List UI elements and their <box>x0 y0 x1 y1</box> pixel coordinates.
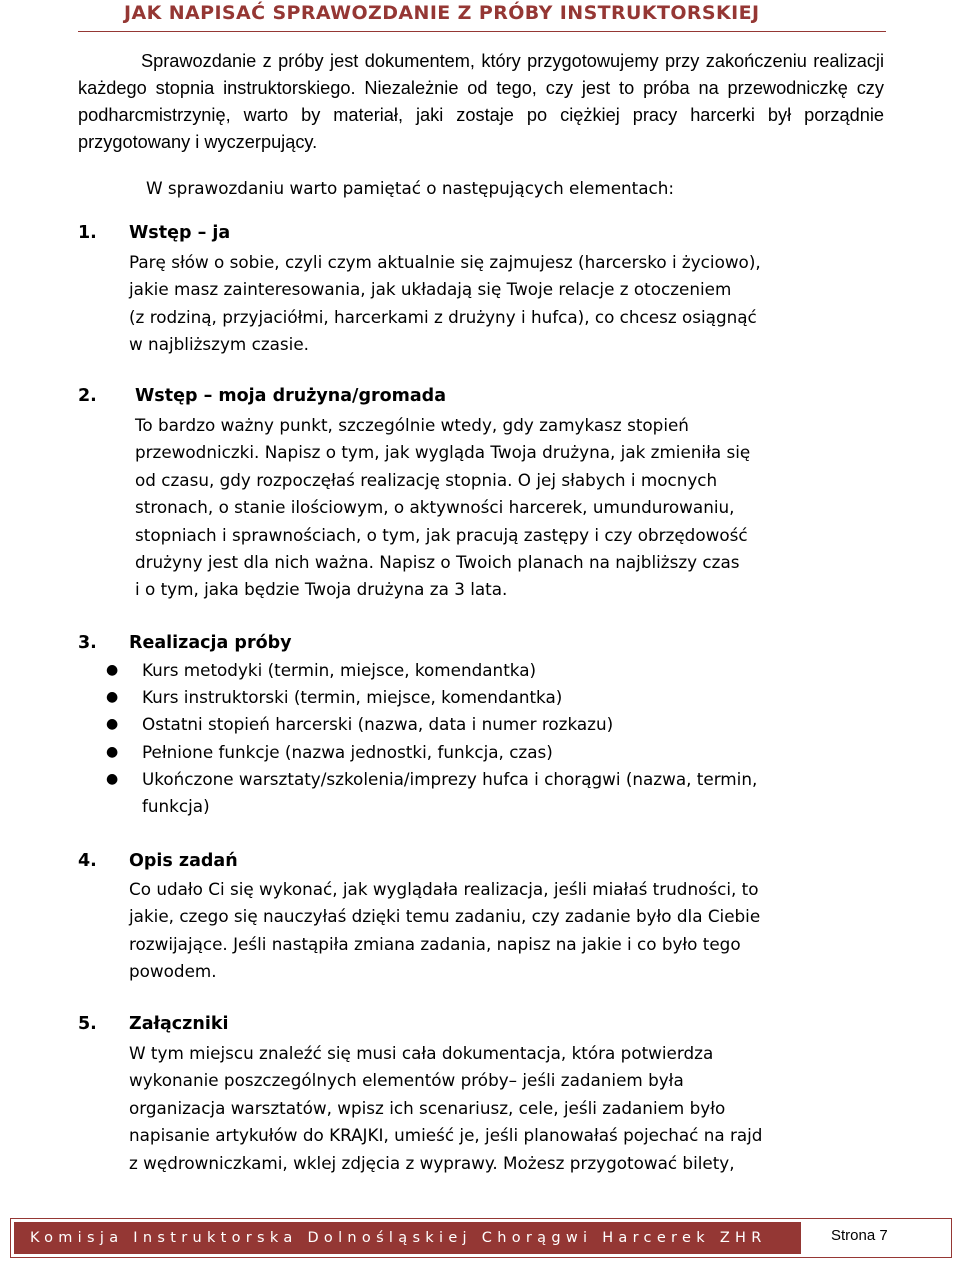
section-3-number: 3. <box>78 633 97 653</box>
section-5-line: wykonanie poszczególnych elementów próby– jeśli zadaniem była <box>129 1070 684 1091</box>
section-1-line: Parę słów o sobie, czyli czym aktualnie się zajmujesz (harcersko i życiowo), <box>129 252 761 272</box>
list-item: ● Ostatni stopień harcerski (nazwa, data i numer rozkazu) <box>100 711 757 738</box>
section-5-line: W tym miejscu znaleźć się musi cała dokumentacja, która potwierdza <box>129 1043 714 1063</box>
section-1-line: w najbliższym czasie. <box>129 334 309 355</box>
section-5-line: z wędrowniczkami, wklej zdjęcia z wyprawy. Możesz przygotować bilety, <box>129 1152 735 1173</box>
page-number: Strona 7 <box>831 1227 888 1244</box>
bullet-icon: ● <box>106 662 119 678</box>
page-footer <box>10 1218 952 1258</box>
section-4-line: powodem. <box>129 961 217 982</box>
section-2-line: stopniach i sprawnościach, o tym, jak pracują zastępy i czy obrzędowość <box>135 524 748 545</box>
section-4-number: 4. <box>78 851 97 871</box>
section-2-line: stronach, o stanie ilościowym, o aktywności harcerek, umundurowaniu, <box>135 497 735 518</box>
section-2-line: To bardzo ważny punkt, szczególnie wtedy, gdy zamykasz stopień <box>135 415 689 435</box>
section-4-line: rozwijające. Jeśli nastąpiła zmiana zadania, napisz na jakie i co było tego <box>129 933 741 954</box>
section-2-number: 2. <box>78 386 97 406</box>
section-2-body <box>135 412 750 604</box>
section-1-number: 1. <box>78 223 97 243</box>
section-5-line: organizacja warsztatów, wpisz ich scenariusz, cele, jeśli zadaniem było <box>129 1097 726 1118</box>
section-2-line: od czasu, gdy rozpoczęłaś realizację stopnia. O jej słabych i mocnych <box>135 469 718 490</box>
section-2-line: drużyny jest dla nich ważna. Napisz o Twoich planach na najbliższy czas <box>135 551 740 572</box>
section-5-heading: Załączniki <box>129 1014 229 1034</box>
bullet-icon: ● <box>106 743 119 760</box>
section-1-line: (z rodziną, przyjaciółmi, harcerkami z drużyny i hufca), co chcesz osiągnąć <box>129 306 757 327</box>
section-1-heading: Wstęp – ja <box>129 223 231 243</box>
section-2-line: i o tym, jaka będzie Twoja drużyna za 3 lata. <box>135 579 508 600</box>
list-item: ● Kurs metodyki (termin, miejsce, komendantka) <box>100 657 757 684</box>
lead-sentence: W sprawozdaniu warto pamiętać o następujących elementach: <box>146 178 675 198</box>
list-item: ● Pełnione funkcje (nazwa jednostki, funkcja, czas) <box>100 739 757 766</box>
section-2-heading: Wstęp – moja drużyna/gromada <box>135 386 447 406</box>
bullet-icon: ● <box>106 716 119 733</box>
section-1-body <box>129 249 761 359</box>
section-5-number: 5. <box>78 1014 97 1034</box>
page-title: JAK NAPISAĆ SPRAWOZDANIE Z PRÓBY INSTRUKTORSKIEJ <box>124 2 760 24</box>
list-item: ● Ukończone warsztaty/szkolenia/imprezy hufca i chorągwi (nazwa, termin, <box>100 766 757 793</box>
section-5-line: napisanie artykułów do KRAJKI, umieść je, jeśli planowałaś pojechać na rajd <box>129 1125 763 1146</box>
section-3-heading: Realizacja próby <box>129 633 292 653</box>
section-5-body <box>129 1040 762 1177</box>
section-1-line: jakie masz zainteresowania, jak układają się Twoje relacje z otoczeniem <box>129 279 732 300</box>
list-item-continuation: funkcja) <box>142 796 210 817</box>
header-divider <box>78 31 886 32</box>
section-4-line: jakie, czego się nauczyłaś dzięki temu zadaniu, czy zadanie było dla Ciebie <box>129 906 761 927</box>
section-4-body <box>129 876 760 986</box>
section-4-line: Co udało Ci się wykonać, jak wyglądała realizacja, jeśli miałaś trudności, to <box>129 879 759 899</box>
section-2-line: przewodniczki. Napisz o tym, jak wygląda Twoja drużyna, jak zmieniła się <box>135 442 751 463</box>
bullet-icon: ● <box>106 770 119 787</box>
section-3-bullet-list <box>100 657 757 820</box>
bullet-icon: ● <box>106 689 119 706</box>
section-4-heading: Opis zadań <box>129 851 238 871</box>
intro-paragraph: Sprawozdanie z próby jest dokumentem, który przygotowujemy przy zakończeniu realizacji każdego stopnia instruktorskiego. Niezależnie od tego, czy jest to próba na przewodniczkę czy podharcmistrzynię, warto by materiał, jaki zostaje po ciężkiej pracy harcerki był porządnie przygotowany i wyczerpujący. <box>78 51 884 152</box>
list-item: ● Kurs instruktorski (termin, miejsce, komendantka) <box>100 684 757 711</box>
footer-organization: Komisja Instruktorska Dolnośląskiej Chorągwi Harcerek ZHR <box>14 1222 801 1254</box>
